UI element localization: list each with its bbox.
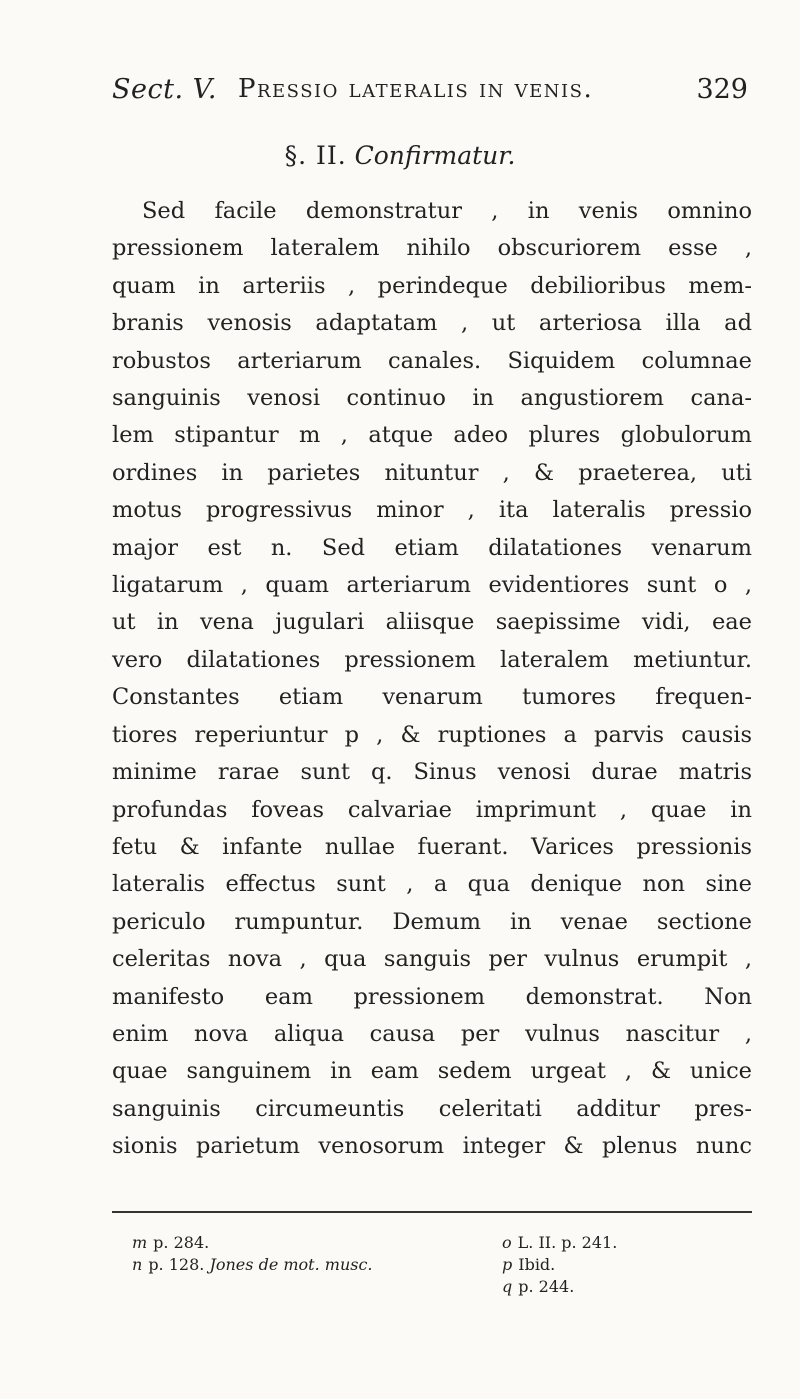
footnote-divider (112, 1211, 752, 1213)
text-line: motus progressivus minor , ita lateralis pressio (112, 497, 752, 524)
text-line: ordines in parietes nituntur , & praeterea, uti (112, 459, 752, 486)
running-head-title: Pressio lateralis in venis. (238, 74, 594, 104)
section-title: Confirmatur. (354, 141, 516, 170)
text-line: ut in vena jugulari aliisque saepissime vidi, eae (112, 609, 752, 636)
footnote-reference: Jones de mot. musc. (209, 1255, 373, 1274)
text-line: vero dilatationes pressionem lateralem metiuntur. (112, 646, 752, 673)
text-line: major est n. Sed etiam dilatationes venarum (112, 534, 752, 561)
footnote-mark: o (502, 1233, 512, 1252)
text-line: fetu & infante nullae fuerant. Varices pressionis (112, 833, 752, 860)
text-line: ligatarum , quam arteriarum evidentiores sunt o , (112, 572, 752, 599)
footnote-text: L. II. p. 241. (517, 1233, 618, 1252)
footnote-mark: m (132, 1233, 148, 1252)
section-heading (0, 141, 800, 170)
footnotes-left-column (132, 1232, 462, 1276)
running-head-section: Sect. V. (112, 74, 217, 105)
text-line: enim nova aliqua causa per vulnus nascitur , (112, 1020, 752, 1047)
text-line: sanguinis circumeuntis celeritati additur pres- (112, 1095, 752, 1122)
footnote (132, 1254, 462, 1276)
text-line: Sed facile demonstratur , in venis omnino (142, 198, 752, 224)
footnote-mark: n (132, 1255, 143, 1274)
footnote (502, 1232, 742, 1254)
footnote-mark: q (502, 1277, 513, 1296)
text-line: manifesto eam pressionem demonstrat. Non (112, 983, 752, 1010)
text-line: celeritas nova , qua sanguis per vulnus erumpit , (112, 946, 752, 973)
text-line: robustos arteriarum canales. Siquidem columnae (112, 347, 752, 374)
text-line: periculo rumpuntur. Demum in venae sectione (112, 908, 752, 935)
footnote (132, 1232, 462, 1254)
body-text (112, 193, 752, 1166)
text-line: branis venosis adaptatam , ut arteriosa illa ad (112, 310, 752, 337)
footnote-mark: p (502, 1255, 513, 1274)
text-line: tiores reperiuntur p , & ruptiones a parvis causis (112, 721, 752, 748)
text-line: minime rarae sunt q. Sinus venosi durae matris (112, 759, 752, 786)
running-head (100, 74, 750, 114)
page-number: 329 (696, 74, 748, 105)
text-line: profundas foveas calvariae imprimunt , quae in (112, 796, 752, 823)
footnote (502, 1254, 742, 1276)
text-line: quam in arteriis , perindeque debilioribus mem- (112, 272, 752, 299)
footnote-text: Ibid. (518, 1255, 556, 1274)
text-line: lateralis effectus sunt , a qua denique non sine (112, 871, 752, 898)
section-number: §. II. (284, 141, 347, 170)
footnotes-right-column (502, 1232, 742, 1298)
text-line: sionis parietum venosorum integer & plenus nunc (112, 1133, 752, 1160)
text-line: lem stipantur m , atque adeo plures globulorum (112, 422, 752, 449)
text-line: quae sanguinem in eam sedem urgeat , & unice (112, 1058, 752, 1085)
footnote-text: p. 284. (153, 1233, 210, 1252)
footnote (502, 1276, 742, 1298)
text-line: pressionem lateralem nihilo obscuriorem esse , (112, 235, 752, 262)
text-line: Constantes etiam venarum tumores frequen- (112, 684, 752, 711)
footnote-text: p. 128. (148, 1255, 205, 1274)
footnote-text: p. 244. (518, 1277, 575, 1296)
text-line: sanguinis venosi continuo in angustiorem cana- (112, 385, 752, 412)
